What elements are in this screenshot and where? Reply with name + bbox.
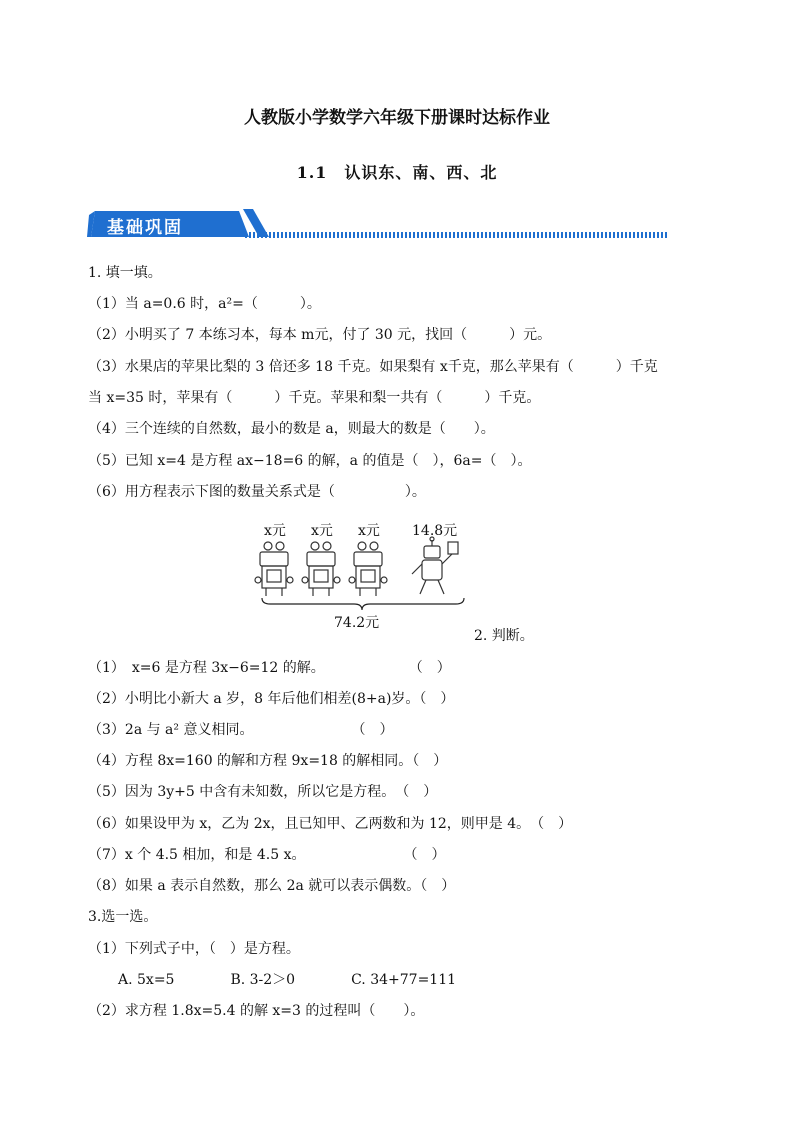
- q1-heading: 1. 填一填。: [88, 265, 162, 281]
- section-subtitle: 1.1 认识东、南、西、北: [296, 163, 498, 182]
- q3-heading: 3.选一选。: [88, 909, 158, 925]
- q2-item: （5）因为 3y+5 中含有未知数，所以它是方程。 （ ）: [88, 784, 438, 800]
- q2-item: （4）方程 8x=160 的解和方程 9x=18 的解相同。（ ）: [88, 753, 448, 769]
- q3-item: （1）下列式子中，（ ）是方程。: [88, 941, 300, 957]
- q1-item: 当 x=35 时，苹果有（ ）千克。苹果和梨一共有（ ）千克。: [88, 390, 541, 406]
- q1-item: （4）三个连续的自然数，最小的数是 a，则最大的数是（ ）。: [88, 421, 495, 437]
- robot-figure: [250, 520, 480, 630]
- robot-icon: [349, 542, 387, 596]
- q1-item: （2）小明买了 7 本练习本，每本 m元，付了 30 元，找回（ ）元。: [88, 327, 552, 343]
- q2-item: （1） x=6 是方程 3x−6=12 的解。 （ ）: [88, 660, 451, 676]
- q2-heading: 2. 判断。: [474, 628, 534, 644]
- q2-item: （3）2a 与 a² 意义相同。 （ ）: [88, 722, 394, 738]
- q2-item: （7）x 个 4.5 相加，和是 4.5 x。 （ ）: [88, 847, 446, 863]
- robot-price-label: x元: [358, 523, 380, 539]
- q1-item: （5）已知 x=4 是方程 ax−18=6 的解，a 的值是（ ），6a=（ ）。: [88, 453, 532, 469]
- total-price-label: 74.2元: [334, 615, 380, 631]
- section-banner: [87, 207, 671, 241]
- q2-item: （2）小明比小新大 a 岁，8 年后他们相差(8+a)岁。（ ）: [88, 691, 455, 707]
- robot-price-label: x元: [264, 523, 286, 539]
- robot-icon: [302, 542, 340, 596]
- q2-item: （8）如果 a 表示自然数，那么 2a 就可以表示偶数。（ ）: [88, 878, 456, 894]
- special-robot-icon: [412, 537, 458, 594]
- robot-price-label: x元: [311, 523, 333, 539]
- q1-item: （3）水果店的苹果比梨的 3 倍还多 18 千克。如果梨有 x千克，那么苹果有（ ）千克: [88, 359, 658, 375]
- special-robot-price-label: 14.8元: [412, 523, 458, 539]
- q1-item: （1）当 a=0.6 时，a²=（ ）。: [88, 296, 321, 312]
- q3-options: A. 5x=5 B. 3-2＞0 C. 34+77=111: [118, 972, 457, 988]
- page-title: 人教版小学数学六年级下册课时达标作业: [244, 108, 550, 128]
- banner-label: 基础巩固: [107, 218, 183, 238]
- q2-item: （6）如果设甲为 x，乙为 2x，且已知甲、乙两数和为 12，则甲是 4。 （ ）: [88, 816, 573, 832]
- q3-item: （2）求方程 1.8x=5.4 的解 x=3 的过程叫（ ）。: [88, 1003, 425, 1019]
- q1-item: （6）用方程表示下图的数量关系式是（ ）。: [88, 484, 426, 500]
- robot-icon: [255, 542, 293, 596]
